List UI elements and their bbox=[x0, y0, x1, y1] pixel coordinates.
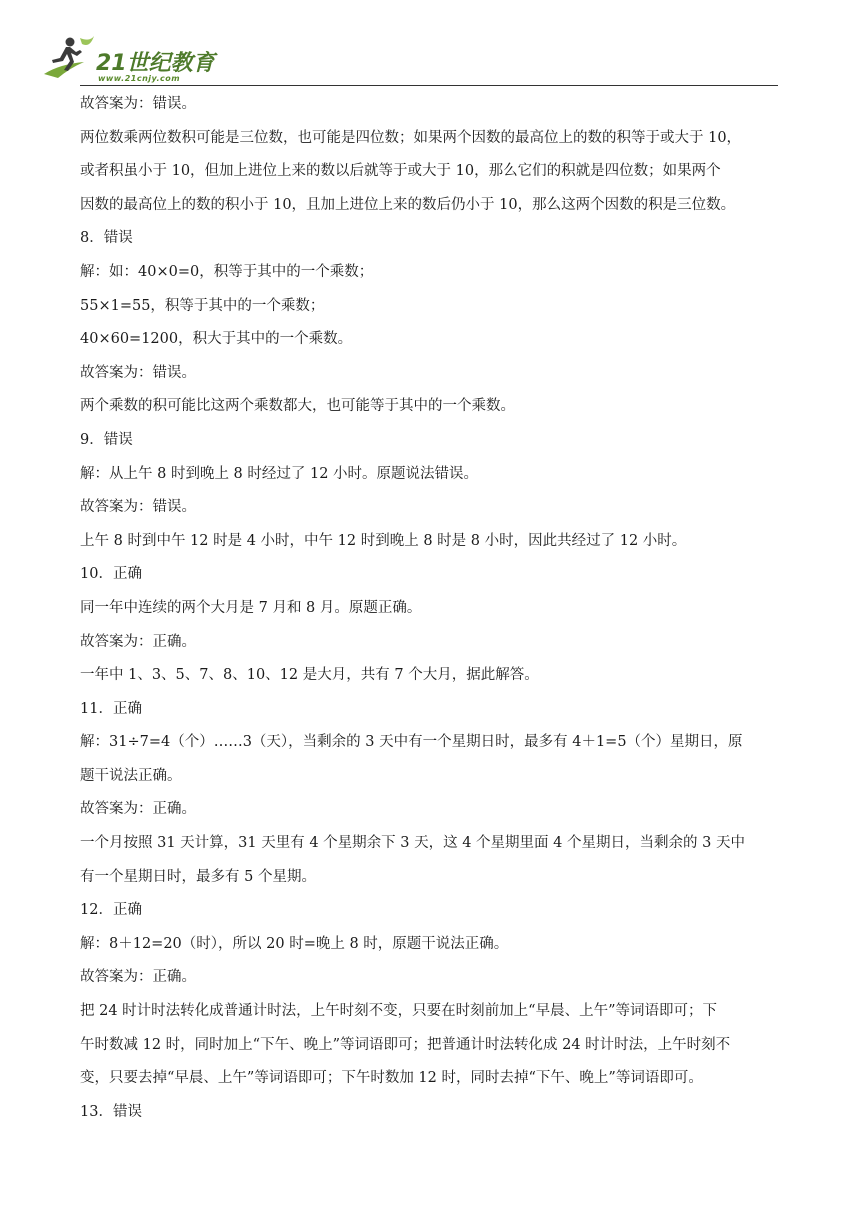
text-line: 故答案为：错误。 bbox=[80, 499, 196, 516]
text-line: 因数的最高位上的数的积小于 10，且加上进位上来的数后仍小于 10，那么这两个因数的积是三位数。 bbox=[80, 196, 736, 213]
text-line: 55×1=55，积等于其中的一个乘数； bbox=[80, 297, 325, 314]
text-line: 故答案为：正确。 bbox=[80, 633, 196, 650]
text-line: 同一年中连续的两个大月是 7 月和 8 月。原题正确。 bbox=[80, 599, 422, 616]
text-line: 两位数乘两位数积可能是三位数，也可能是四位数；如果两个因数的最高位上的数的积等于或大于 10， bbox=[80, 129, 742, 146]
text-line: 解：如：40×0=0，积等于其中的一个乘数； bbox=[80, 263, 374, 280]
page-header bbox=[0, 0, 860, 88]
text-line: 故答案为：正确。 bbox=[80, 969, 196, 986]
text-line: 40×60=1200，积大于其中的一个乘数。 bbox=[80, 331, 353, 348]
text-line: 两个乘数的积可能比这两个乘数都大，也可能等于其中的一个乘数。 bbox=[80, 398, 515, 415]
text-line: 有一个星期日时，最多有 5 个星期。 bbox=[80, 868, 316, 885]
text-line: 故答案为：错误。 bbox=[80, 96, 196, 112]
text-line: 一年中 1、3、5、7、8、10、12 是大月，共有 7 个大月，据此解答。 bbox=[80, 667, 539, 684]
header-divider bbox=[80, 85, 778, 86]
text-line: 午时数减 12 时，同时加上“下午、晚上”等词语即可；把普通计时法转化成 24 时计时法，上午时刻不 bbox=[80, 1036, 731, 1053]
answer-heading: 10．正确 bbox=[80, 566, 142, 583]
text-line: 故答案为：正确。 bbox=[80, 801, 196, 818]
text-line: 或者积虽小于 10，但加上进位上来的数以后就等于或大于 10，那么它们的积就是四位数；如果两个 bbox=[80, 163, 721, 180]
text-line: 题干说法正确。 bbox=[80, 767, 182, 784]
runner-logo-icon bbox=[40, 34, 96, 80]
logo-title: 21世纪教育 bbox=[96, 51, 215, 76]
answer-heading: 9．错误 bbox=[80, 431, 133, 448]
answer-heading: 13．错误 bbox=[80, 1103, 142, 1120]
text-line: 变，只要去掉“早晨、上午”等词语即可；下午时数加 12 时，同时去掉“下午、晚上”等词语即可。 bbox=[80, 1070, 703, 1087]
text-line: 一个月按照 31 天计算，31 天里有 4 个星期余下 3 天，这 4 个星期里面 4 个星期日，当剩余的 3 天中 bbox=[80, 835, 745, 852]
text-line: 解：8＋12=20（时），所以 20 时=晚上 8 时，原题干说法正确。 bbox=[80, 935, 509, 952]
text-line: 故答案为：错误。 bbox=[80, 364, 196, 381]
text-line: 上午 8 时到中午 12 时是 4 小时，中午 12 时到晚上 8 时是 8 小时，因此共经过了 12 小时。 bbox=[80, 532, 687, 549]
logo-url: www.21cnjy.com bbox=[98, 74, 181, 83]
answer-heading: 11．正确 bbox=[80, 700, 142, 717]
text-line: 解：从上午 8 时到晚上 8 时经过了 12 小时。原题说法错误。 bbox=[80, 465, 479, 482]
logo bbox=[40, 34, 230, 82]
answer-heading: 8．错误 bbox=[80, 230, 133, 247]
document-body bbox=[80, 88, 778, 1129]
text-line: 把 24 时计时法转化成普通计时法，上午时刻不变，只要在时刻前加上“早晨、上午”等词语即可；下 bbox=[80, 1003, 717, 1020]
text-line: 解：31÷7=4（个）……3（天），当剩余的 3 天中有一个星期日时，最多有 4＋1=5（个）星期日，原 bbox=[80, 734, 743, 751]
answer-heading: 12．正确 bbox=[80, 902, 142, 919]
